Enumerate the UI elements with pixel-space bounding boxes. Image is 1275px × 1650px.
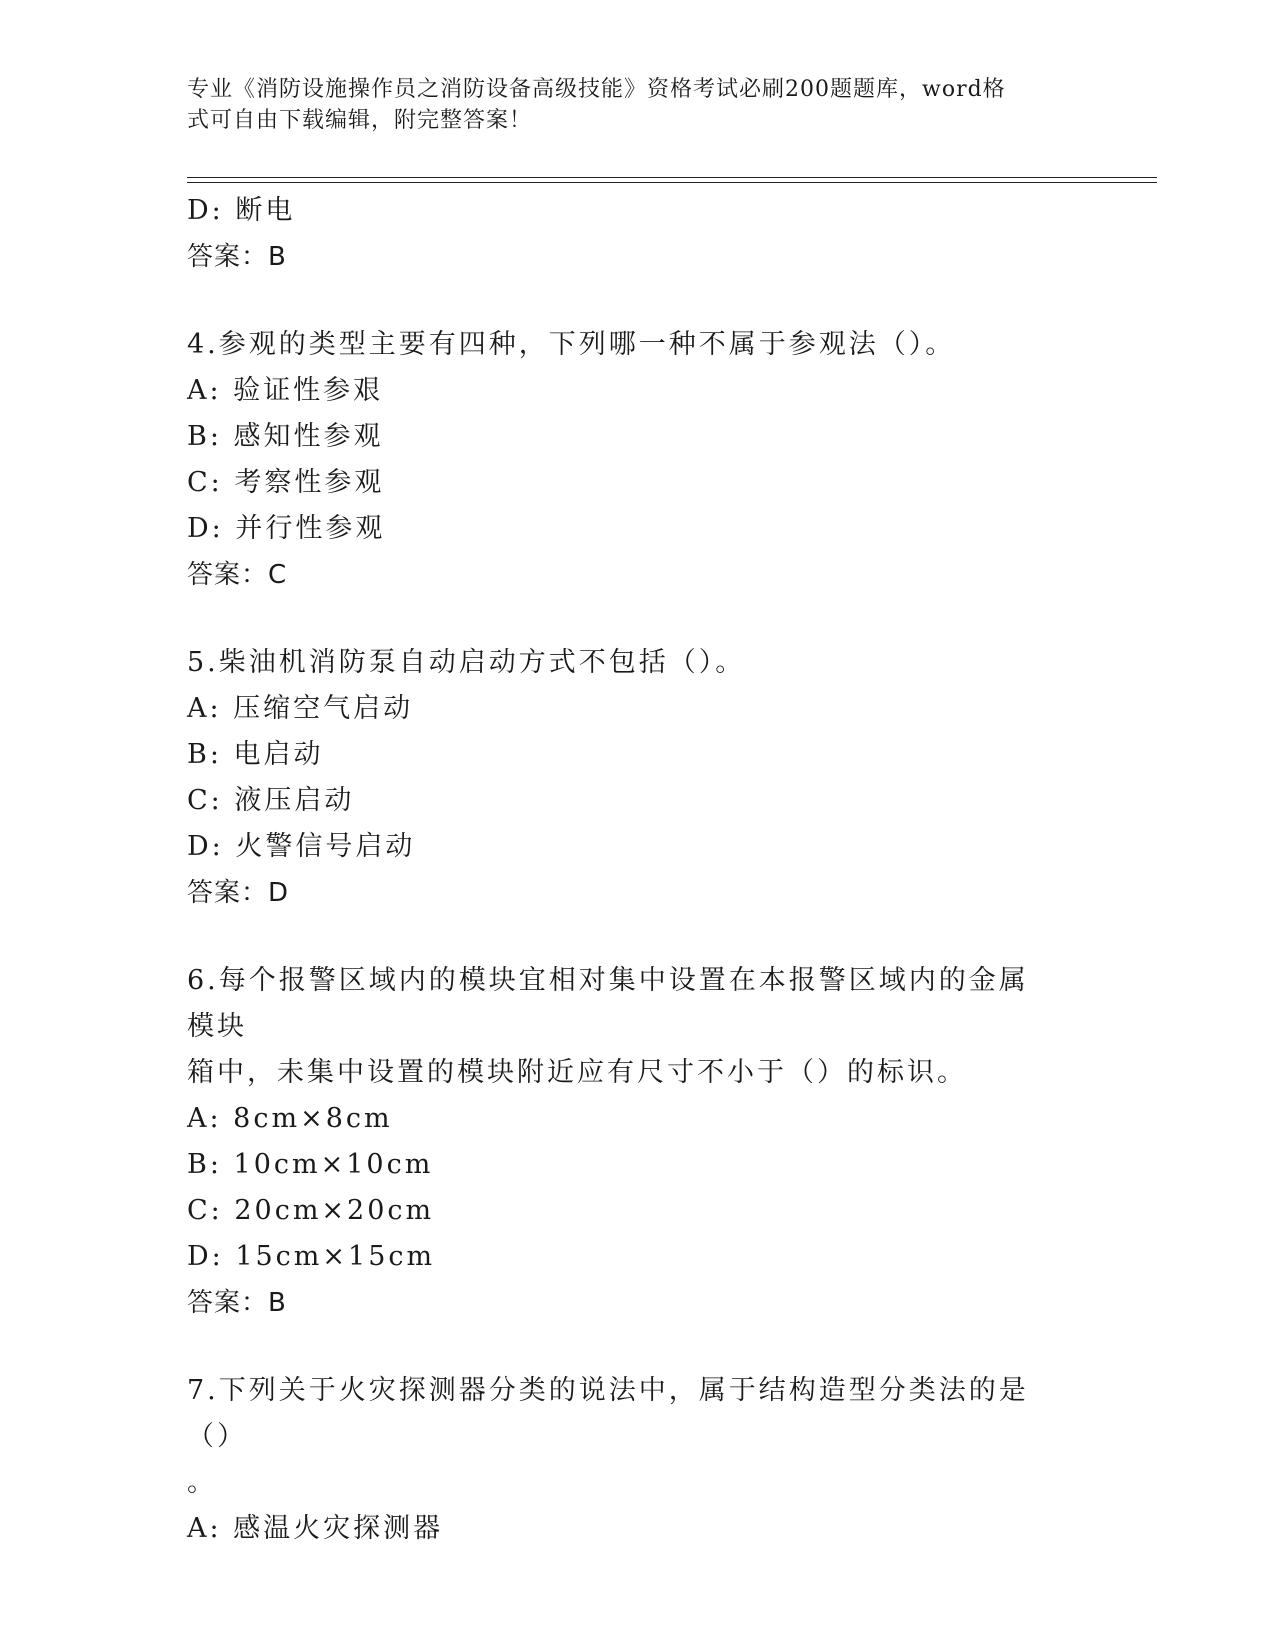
question-6 <box>187 958 1087 1326</box>
header-line-1: 专业《消防设施操作员之消防设备高级技能》资格考试必刷200题题库，word格 <box>187 77 1006 102</box>
question-text: 5.柴油机消防泵自动启动方式不包括（）。 <box>187 647 746 678</box>
answer-line: 答案：B <box>187 242 287 272</box>
option-a: A: 8cm×8cm <box>187 1103 393 1134</box>
answer-line: 答案：C <box>187 560 288 590</box>
document-header <box>187 74 1067 136</box>
option-b: B: 感知性参观 <box>187 421 384 452</box>
option-d: D: 断电 <box>187 195 296 226</box>
option-b: B: 电启动 <box>187 739 324 770</box>
question-text-line-1: 6.每个报警区域内的模块宜相对集中设置在本报警区域内的金属模块 <box>187 965 1029 1042</box>
question-list <box>187 188 1087 1552</box>
previous-question-fragment <box>187 188 1087 280</box>
header-divider-top <box>187 177 1157 178</box>
option-d: D: 火警信号启动 <box>187 831 416 862</box>
question-text-line-2: 箱中，未集中设置的模块附近应有尺寸不小于（）的标识。 <box>187 1057 967 1088</box>
answer-line: 答案：B <box>187 1288 287 1318</box>
option-a: A: 压缩空气启动 <box>187 693 414 724</box>
question-text: 4.参观的类型主要有四种，下列哪一种不属于参观法（）。 <box>187 329 956 360</box>
option-c: C: 液压启动 <box>187 785 355 816</box>
option-a: A: 验证性参艰 <box>187 375 384 406</box>
header-divider-bottom <box>187 182 1157 183</box>
option-d: D: 并行性参观 <box>187 513 386 544</box>
option-c: C: 考察性参观 <box>187 467 385 498</box>
question-4 <box>187 322 1087 598</box>
option-d: D: 15cm×15cm <box>187 1241 436 1272</box>
option-b: B: 10cm×10cm <box>187 1149 434 1180</box>
option-c: C: 20cm×20cm <box>187 1195 435 1226</box>
question-text-line-1: 7.下列关于火灾探测器分类的说法中，属于结构造型分类法的是（） <box>187 1375 1029 1452</box>
question-text-line-2: 。 <box>187 1467 217 1498</box>
option-a: A: 感温火灾探测器 <box>187 1513 444 1544</box>
question-7 <box>187 1368 1087 1552</box>
question-5 <box>187 640 1087 916</box>
header-line-2: 式可自由下载编辑，附完整答案！ <box>187 108 533 133</box>
answer-line: 答案：D <box>187 878 290 908</box>
